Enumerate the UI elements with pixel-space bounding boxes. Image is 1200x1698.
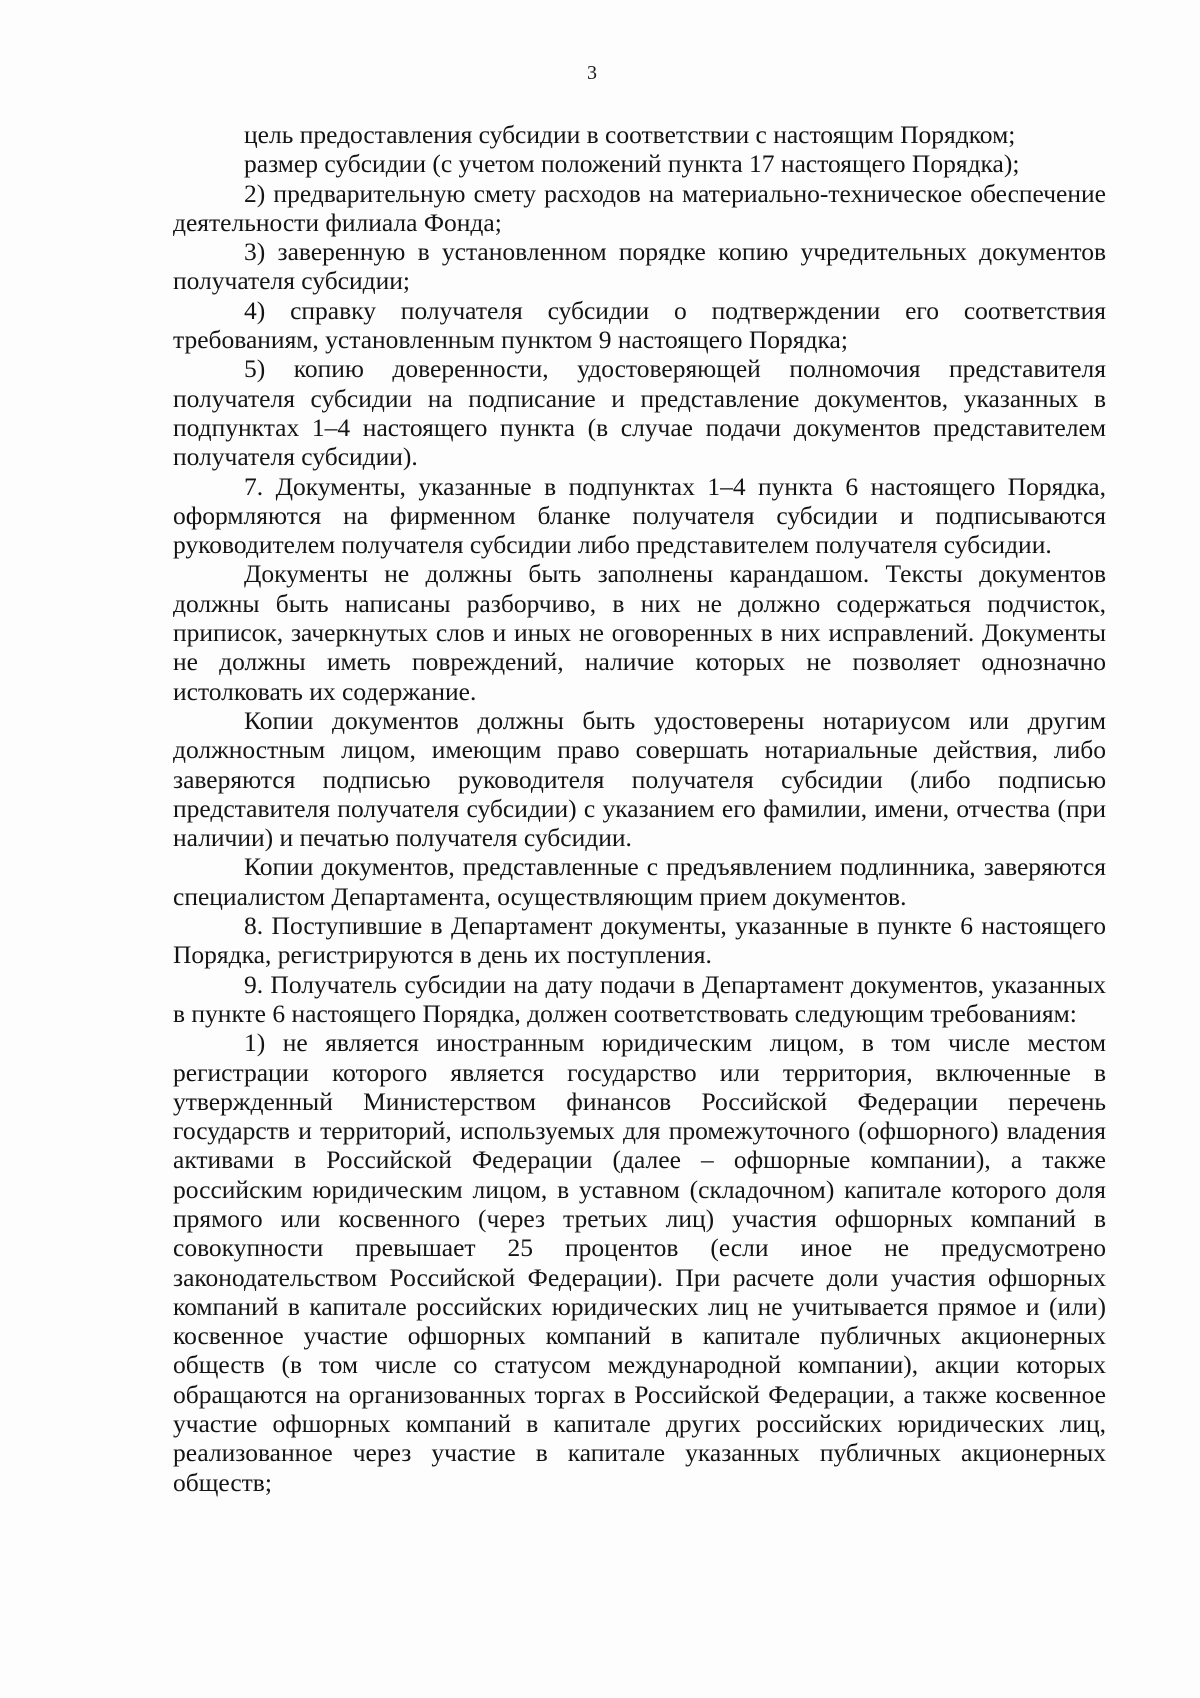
paragraph-copies-with-original: Копии документов, представленные с предъявлением подлинника, заверяются специалистом Департамента, осуществляющим прием документов. [173, 852, 1106, 911]
paragraph-item-5: 5) копию доверенности, удостоверяющей полномочия представителя получателя субсидии на подписание и представление документов, указанных в подпунктах 1–4 настоящего пункта (в случае подачи документов представителем получателя субсидии). [173, 354, 1106, 472]
paragraph-purpose: цель предоставления субсидии в соответствии с настоящим Порядком; [244, 120, 1016, 149]
paragraph-clause-8: 8. Поступившие в Департамент документы, указанные в пункте 6 настоящего Порядка, регистрируются в день их поступления. [173, 911, 1106, 970]
paragraph-item-3: 3) заверенную в установленном порядке копию учредительных документов получателя субсидии; [173, 237, 1106, 296]
paragraph-clause-9: 9. Получатель субсидии на дату подачи в Департамент документов, указанных в пункте 6 настоящего Порядка, должен соответствовать следующим требованиям: [173, 969, 1106, 1028]
paragraph-clause-7: 7. Документы, указанные в подпунктах 1–4 пункта 6 настоящего Порядка, оформляются на фирменном бланке получателя субсидии и подписываются руководителем получателя субсидии либо представителем получателя субсидии. [173, 471, 1106, 560]
paragraph-item-4: 4) справку получателя субсидии о подтверждении его соответствия требованиям, установленным пунктом 9 настоящего Порядка; [173, 295, 1106, 355]
paragraph-documents-requirements: Документы не должны быть заполнены карандашом. Тексты документов должны быть написаны разборчиво, в них не должно содержаться подчисток, приписок, зачеркнутых слов и иных не оговоренных в них исправлений. Документы не должны иметь повреждений, наличие которых не позволяет однозначно истолковать их содержание. [173, 559, 1106, 706]
paragraph-copies-certification: Копии документов должны быть удостоверены нотариусом или другим должностным лицом, имеющим право совершать нотариальные действия, либо заверяются подписью руководителя получателя субсидии (либо подписью представителя получателя субсидии) с указанием его фамилии, имени, отчества (при наличии) и печатью получателя субсидии. [173, 705, 1106, 853]
paragraph-clause-9-item-1: 1) не является иностранным юридическим лицом, в том числе местом регистрации которого является государство или территория, включенные в утвержденный Министерством финансов Российской Федерации перечень государств и территорий, используемых для промежуточного (офшорного) владения активами в Российской Федерации (далее – офшорные компании), а также российским юридическим лицом, в уставном (складочном) капитале которого доля прямого или косвенного (через третьих лиц) участия офшорных компаний в совокупности превышает 25 процентов (если иное не предусмотрено законодательством Российской Федерации). При расчете доли участия офшорных компаний в капитале российских юридических лиц не учитывается прямое и (или) косвенное участие офшорных компаний в капитале публичных акционерных обществ (в том числе со статусом международной компании), акции которых обращаются на организованных торгах в Российской Федерации, а также косвенное участие офшорных компаний в капитале других российских юридических лиц, реализованное через участие в капитале указанных публичных акционерных обществ; [173, 1028, 1106, 1497]
page-number: 3 [587, 62, 597, 84]
paragraph-subsidy-amount: размер субсидии (с учетом положений пункта 17 настоящего Порядка); [244, 149, 1020, 179]
paragraph-item-2: 2) предварительную смету расходов на материально-техническое обеспечение деятельности филиала Фонда; [173, 178, 1106, 237]
document-body [173, 120, 1106, 1497]
